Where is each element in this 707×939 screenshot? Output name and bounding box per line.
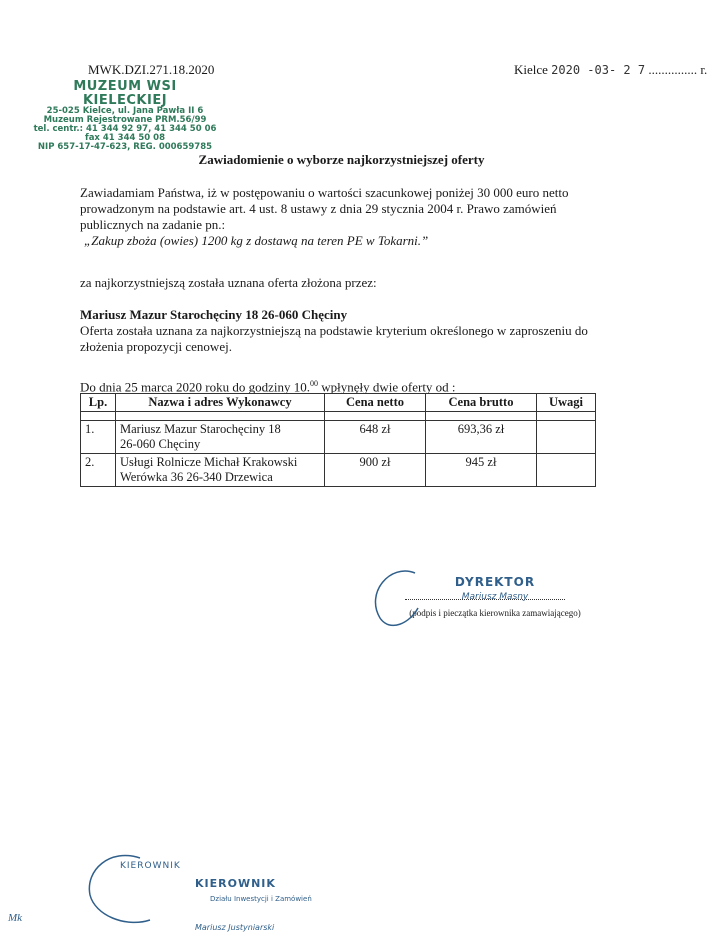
year-suffix: r. <box>700 62 707 77</box>
winner-block <box>80 307 600 355</box>
cell-gross: 693,36 zł <box>426 421 537 454</box>
deadline-part-b: wpłynęły dwie oferty od : <box>317 379 456 395</box>
cell-contractor <box>116 421 325 454</box>
institution-stamp <box>30 80 220 152</box>
stamp-address: 25-025 Kielce, ul. Jana Pawła II 6 <box>46 106 204 117</box>
deadline-sup: 00 <box>309 379 318 388</box>
cell-gross: 945 zł <box>426 454 537 487</box>
document-title: Zawiadomienie o wyborze najkorzystniejszej oferty <box>198 152 485 167</box>
header-lp: Lp. <box>81 394 116 412</box>
cell-net: 648 zł <box>325 421 426 454</box>
selected-intro: za najkorzystniejszą została uznana oferta złożona przez: <box>80 275 377 290</box>
intro-text: Zawiadamiam Państwa, iż w postępowaniu o wartości szacunkowej poniżej 30 000 euro netto prowadzonym na podstawie art. 4 ust. 8 ustawy z dnia 29 stycznia 2004 r. Prawo zamówień publicznych na zadanie pn.: <box>80 185 569 232</box>
director-stamp: DYREKTOR <box>454 575 536 589</box>
signature-scribble-icon <box>360 563 420 633</box>
table-header-row <box>81 394 596 412</box>
stamp-name: MUZEUM WSI KIELECKIEJ <box>73 79 177 108</box>
contractor-line2: 26-060 Chęciny <box>120 437 201 451</box>
city-name: Kielce <box>514 62 548 77</box>
criterion-text: Oferta została uznana za najkorzystniejszą na podstawie kryterium określonego w zaproszeniu do złożenia propozycji cenowej. <box>80 323 588 354</box>
cell-notes <box>537 454 596 487</box>
task-name: „Zakup zboża (owies) 1200 kg z dostawą na teren PE w Tokarni.” <box>84 233 429 248</box>
table-row <box>81 421 596 454</box>
stamp-fax: fax 41 344 50 08 <box>85 133 165 144</box>
stamp-top-text: KIEROWNIK <box>120 861 181 871</box>
winner-name: Mariusz Mazur Starochęciny 18 26-060 Chęciny <box>80 307 348 322</box>
cell-net: 900 zł <box>325 454 426 487</box>
handwritten-date: 2020 -03- 2 7 <box>551 63 646 77</box>
table-row <box>81 454 596 487</box>
contractor-line1: Usługi Rolnicze Michał Krakowski <box>120 455 298 469</box>
manager-title: KIEROWNIK <box>195 877 276 890</box>
director-signature-block <box>400 575 590 618</box>
header-contractor: Nazwa i adres Wykonawcy <box>116 394 325 412</box>
cell-notes <box>537 421 596 454</box>
stamp-phone: tel. centr.: 41 344 92 97, 41 344 50 06 <box>33 124 217 135</box>
manager-name: Mariusz Justyniarski <box>195 923 275 932</box>
stamp-nip: NIP 657-17-47-623, REG. 000659785 <box>37 141 213 152</box>
contractor-line2: Werówka 36 26-340 Drzewica <box>120 470 273 484</box>
cell-contractor <box>116 454 325 487</box>
author-initials: Mk <box>8 912 23 924</box>
manager-department: Działu Inwestycji i Zamówień <box>210 895 312 903</box>
header-net-price: Cena netto <box>325 394 426 412</box>
header-gross-price: Cena brutto <box>426 394 537 412</box>
stamp-registry: Muzeum Rejestrowane PRM.56/99 <box>43 115 207 126</box>
document-reference: MWK.DZI.271.18.2020 <box>88 62 215 77</box>
contractor-line1: Mariusz Mazur Starochęciny 18 <box>120 422 281 436</box>
offers-table <box>80 393 596 487</box>
header-notes: Uwagi <box>537 394 596 412</box>
signature-caption: (podpis i pieczątka kierownika zamawiającego) <box>409 608 581 618</box>
intro-paragraph <box>80 185 600 249</box>
cell-lp: 1. <box>81 421 116 454</box>
cell-lp: 2. <box>81 454 116 487</box>
director-name: Mariusz Masny <box>461 592 529 602</box>
deadline-part-a: Do dnia 25 marca 2020 roku do godziny 10. <box>80 379 310 395</box>
place-date <box>514 62 707 78</box>
table-gap-row <box>81 412 596 421</box>
date-dots: ............... <box>648 62 698 77</box>
